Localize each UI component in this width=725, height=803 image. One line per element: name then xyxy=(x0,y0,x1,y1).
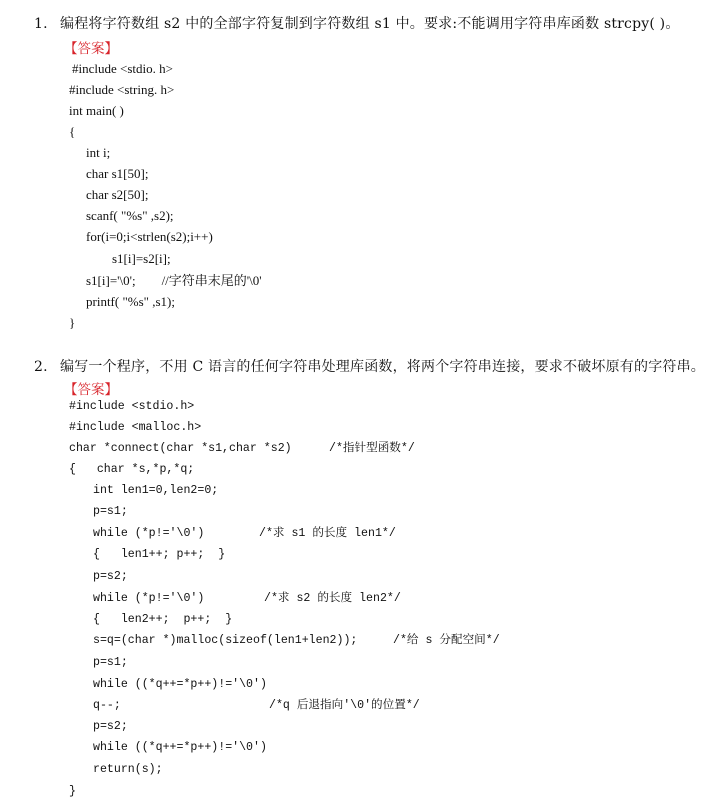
code-line: } xyxy=(69,785,76,798)
code-line: } xyxy=(69,315,76,330)
code-line: q--; xyxy=(93,699,121,712)
code-line: while ((*q++=*p++)!='\0') xyxy=(93,741,267,754)
code-line: while (*p!='\0') xyxy=(93,592,205,605)
code-line: p=s2; xyxy=(93,720,128,733)
code-line: s=q=(char *)malloc(sizeof(len1+len2)); xyxy=(93,634,365,647)
code-line: #include <malloc.h> xyxy=(69,421,202,434)
question-1-text: 编程将字符数组 s2 中的全部字符复制到字符数组 s1 中。要求:不能调用字符串库函数 strcpy( )。 xyxy=(60,16,680,32)
code-line: char s2[50]; xyxy=(86,187,149,202)
code-line: p=s2; xyxy=(93,570,128,583)
code-comment: /*求 s2 的长度 len2*/ xyxy=(264,592,401,605)
question-2-text: 编写一个程序，不用 C 语言的任何字符串处理库函数，将两个字符串连接，要求不破坏原有的字符串。 xyxy=(60,359,706,375)
code-line: while (*p!='\0') xyxy=(93,527,205,540)
question-1-title xyxy=(34,13,680,33)
code-line: char s1[50]; xyxy=(86,166,149,181)
code-line: char *connect(char *s1,char *s2) xyxy=(69,442,292,455)
code-comment: /*给 s 分配空间*/ xyxy=(393,634,500,647)
code-line: return(s); xyxy=(93,763,163,776)
code-comment: /*求 s1 的长度 len1*/ xyxy=(259,527,396,540)
code-comment: /*指针型函数*/ xyxy=(329,442,415,455)
code-line: p=s1; xyxy=(93,505,128,518)
question-2-number: 2. xyxy=(34,359,48,375)
code-line: int len1=0,len2=0; xyxy=(93,484,219,497)
code-line: #include <stdio. h> xyxy=(72,61,173,76)
code-line: p=s1; xyxy=(93,656,128,669)
code-line: s1[i]=s2[i]; xyxy=(112,251,171,266)
code-line: printf( "%s" ,s1); xyxy=(86,294,175,309)
question-2-title xyxy=(34,356,705,376)
answer-label-1: 【答案】 xyxy=(64,41,118,57)
code-line: s1[i]='\0'; //字符串末尾的'\0' xyxy=(86,273,262,288)
code-line: for(i=0;i<strlen(s2);i++) xyxy=(86,229,213,244)
code-line: while ((*q++=*p++)!='\0') xyxy=(93,678,267,691)
code-line: #include <stdio.h> xyxy=(69,400,195,413)
code-line: int main( ) xyxy=(69,103,124,118)
code-line: { len1++; p++; } xyxy=(93,548,226,561)
code-line: { xyxy=(69,124,76,139)
code-line: int i; xyxy=(86,145,111,160)
code-comment: /*q 后退指向'\0'的位置*/ xyxy=(269,699,420,712)
code-line: scanf( "%s" ,s2); xyxy=(86,208,174,223)
code-line: { len2++; p++; } xyxy=(93,613,233,626)
code-line: { char *s,*p,*q; xyxy=(69,463,195,476)
answer-label-2: 【答案】 xyxy=(64,382,118,398)
question-1-number: 1. xyxy=(34,16,48,32)
code-line: #include <string. h> xyxy=(69,82,175,97)
